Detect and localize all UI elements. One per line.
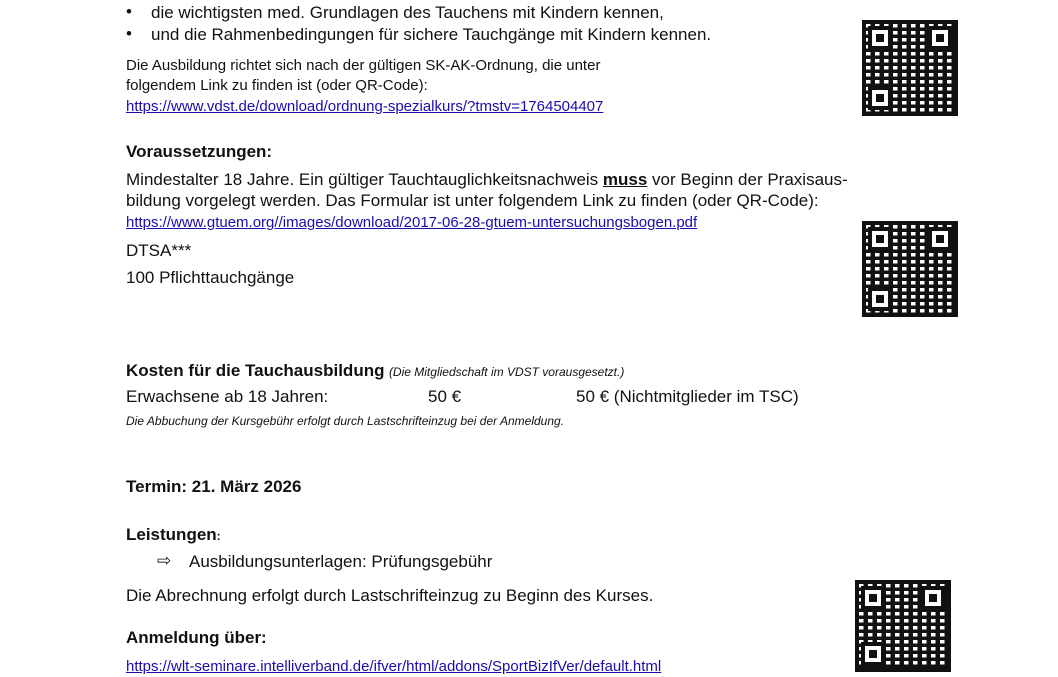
qr-code-icon	[862, 20, 958, 116]
bullet-text: und die Rahmenbedingungen für sichere Tauchgänge mit Kindern kennen.	[151, 25, 712, 44]
gtuem-link[interactable]: https://www.gtuem.org//images/download/2017-06-28-gtuem-untersuchungsbogen.pdf	[126, 214, 698, 231]
voraussetzungen-heading: Voraussetzungen:	[126, 142, 273, 161]
bullet-text: die wichtigsten med. Grundlagen des Tauchens mit Kindern kennen,	[151, 3, 664, 22]
ordnung-text-line2: folgendem Link zu finden ist (oder QR-Code):	[126, 77, 428, 94]
requirement-item: 100 Pflichttauchgänge	[126, 268, 295, 287]
requirement-item: DTSA***	[126, 241, 192, 260]
abrechnung-text: Die Abrechnung erfolgt durch Lastschrifteinzug zu Beginn des Kurses.	[126, 586, 654, 605]
voraussetzungen-line1-a: Mindestalter 18 Jahre. Ein gültiger Tauchtauglichkeitsnachweis	[126, 170, 603, 189]
bullet-icon: •	[126, 24, 132, 43]
leistungen-heading-text: Leistungen	[126, 525, 217, 544]
kosten-label: Erwachsene ab 18 Jahren:	[126, 387, 329, 406]
bullet-icon: •	[126, 2, 132, 21]
leistungen-item: Ausbildungsunterlagen: Prüfungsgebühr	[189, 552, 493, 571]
kosten-heading-row	[126, 360, 624, 382]
qr-code-icon	[862, 221, 958, 317]
anmeldung-link[interactable]: https://wlt-seminare.intelliverband.de/ifver/html/addons/SportBizIfVer/default.html	[126, 658, 662, 675]
voraussetzungen-line1-b: vor Beginn der Praxisaus-	[647, 170, 848, 189]
arrow-right-icon: ⇨	[157, 551, 172, 570]
anmeldung-heading: Anmeldung über:	[126, 628, 267, 647]
qr-code-icon	[855, 580, 951, 672]
voraussetzungen-line2: bildung vorgelegt werden. Das Formular ist unter folgendem Link zu finden (oder QR-Code):	[126, 191, 819, 210]
price-member: 50 €	[428, 387, 462, 406]
kosten-heading: Kosten für die Tauchausbildung	[126, 361, 385, 380]
ordnung-link[interactable]: https://www.vdst.de/download/ordnung-spezialkurs/?tmstv=1764504407	[126, 98, 604, 115]
price-nonmember: 50 € (Nichtmitglieder im TSC)	[576, 387, 799, 406]
ordnung-text-line1: Die Ausbildung richtet sich nach der gültigen SK-AK-Ordnung, die unter	[126, 57, 601, 74]
muss-emphasis: muss	[602, 170, 648, 189]
leistungen-colon: :	[216, 529, 221, 543]
kosten-footnote: Die Abbuchung der Kursgebühr erfolgt durch Lastschrifteinzug bei der Anmeldung.	[126, 414, 565, 428]
voraussetzungen-line1	[126, 169, 848, 191]
kosten-note: (Die Mitgliedschaft im VDST vorausgesetzt.)	[388, 365, 625, 379]
termin-heading: Termin: 21. März 2026	[126, 477, 302, 496]
leistungen-heading	[126, 524, 221, 547]
